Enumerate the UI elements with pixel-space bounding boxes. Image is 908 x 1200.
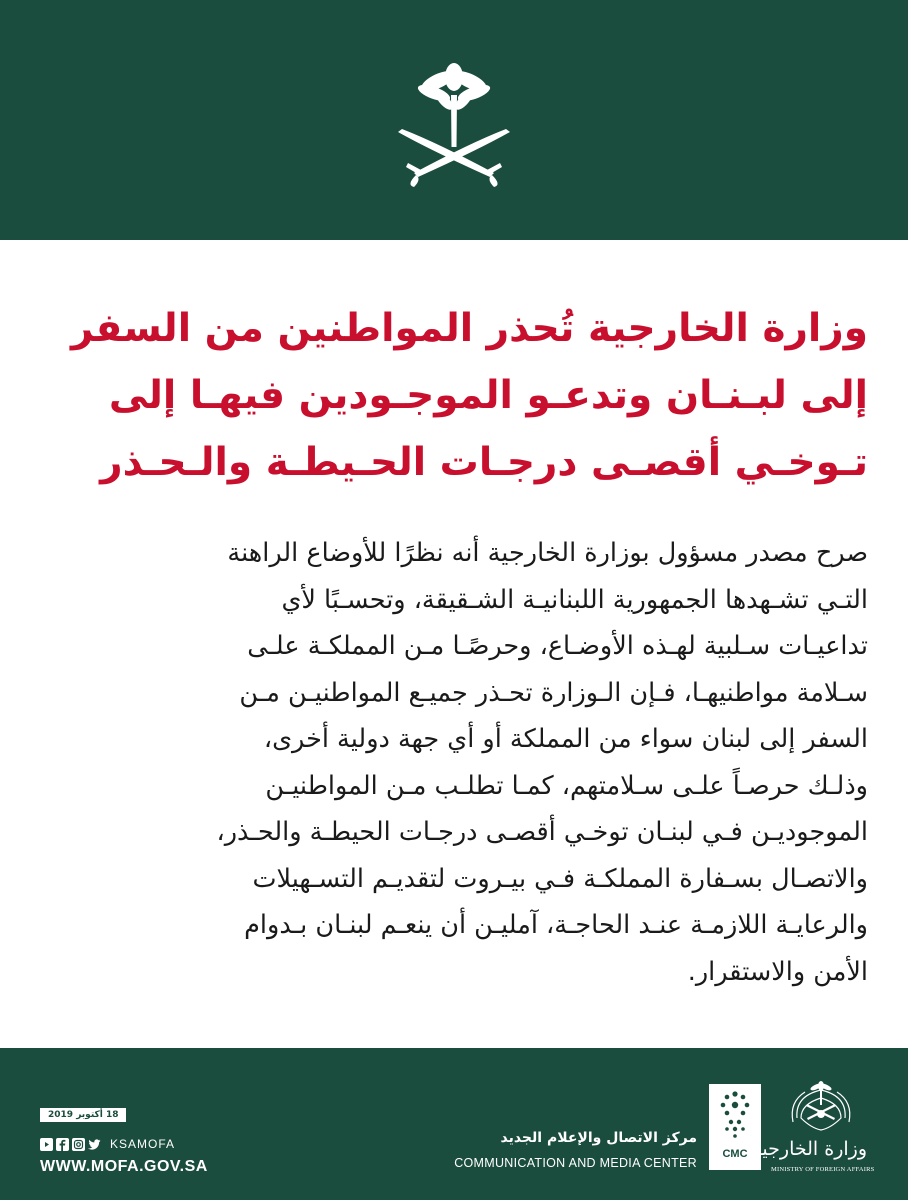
cmc-name-english: COMMUNICATION AND MEDIA CENTER bbox=[454, 1156, 697, 1170]
headline-line-3: تـوخـي أقصـى درجـات الحـيطـة والـحـذر bbox=[100, 440, 868, 485]
body-line-5: السفر إلى لبنان سواء من المملكة أو أي جهة دولية أخرى، bbox=[263, 724, 868, 754]
body-line-9: والرعايـة اللازمـة عنـد الحاجـة، آمليـن أن ينعـم لبنـان بـدوام bbox=[244, 910, 868, 940]
youtube-icon[interactable] bbox=[40, 1138, 53, 1151]
instagram-icon[interactable] bbox=[72, 1138, 85, 1151]
body-line-10: الأمن والاستقرار. bbox=[687, 956, 868, 987]
header-banner bbox=[0, 0, 908, 240]
footer bbox=[0, 1048, 908, 1200]
social-handle[interactable]: KSAMOFA bbox=[110, 1137, 176, 1151]
headline-line-1: وزارة الخارجية تُحذر المواطنين من السفر bbox=[71, 306, 868, 351]
saudi-emblem-palm-swords-icon bbox=[390, 55, 518, 190]
date-badge: 18 أكتوبر 2019 bbox=[40, 1108, 126, 1122]
cmc-name-arabic: مركز الاتصال والإعلام الجديد bbox=[500, 1130, 697, 1146]
cmc-logo-text: CMC bbox=[722, 1148, 748, 1160]
body-line-6: وذلـك حرصـاً علـى سـلامتهم، كمـا تطلـب مـن المواطنيـن bbox=[265, 770, 868, 801]
headline bbox=[40, 295, 868, 496]
website-link[interactable]: WWW.MOFA.GOV.SA bbox=[40, 1158, 208, 1175]
body-line-4: سـلامة مواطنيهـا، فـإن الـوزارة تحـذر جميـع المواطنيـن مـن bbox=[239, 677, 868, 708]
social-links bbox=[40, 1136, 175, 1152]
mofa-logo bbox=[752, 1078, 875, 1188]
cmc-dots-icon bbox=[709, 1084, 761, 1146]
body-line-3: تداعيـات سـلبية لهـذه الأوضـاع، وحرصًـا مـن المملكـة علـى bbox=[247, 631, 868, 661]
body-line-1: صرح مصدر مسؤول بوزارة الخارجية أنه نظرًا للأوضاع الراهنة bbox=[227, 538, 868, 568]
mofa-emblem-icon bbox=[775, 1078, 867, 1136]
mofa-logo-arabic: وزارة الخارجية bbox=[752, 1138, 867, 1160]
twitter-icon[interactable] bbox=[88, 1138, 101, 1151]
main-content bbox=[0, 240, 908, 1048]
body-line-8: والاتصـال بسـفارة المملكـة فـي بيـروت لتقديـم التسـهيلات bbox=[252, 863, 868, 894]
body-line-2: التـي تشـهدها الجمهورية اللبنانيـة الشـقيقة، وتحسـبًا لأي bbox=[281, 584, 868, 615]
body-line-7: الموجوديـن فـي لبنـان توخـي أقصـى درجـات الحيطـة والحـذر، bbox=[216, 817, 868, 847]
mofa-logo-english: MINISTRY OF FOREIGN AFFAIRS bbox=[771, 1166, 875, 1173]
headline-line-2: إلى لبـنـان وتدعـو الموجـودين فيهـا إلى bbox=[108, 373, 868, 418]
statement-body bbox=[42, 530, 868, 995]
facebook-icon[interactable] bbox=[56, 1138, 69, 1151]
